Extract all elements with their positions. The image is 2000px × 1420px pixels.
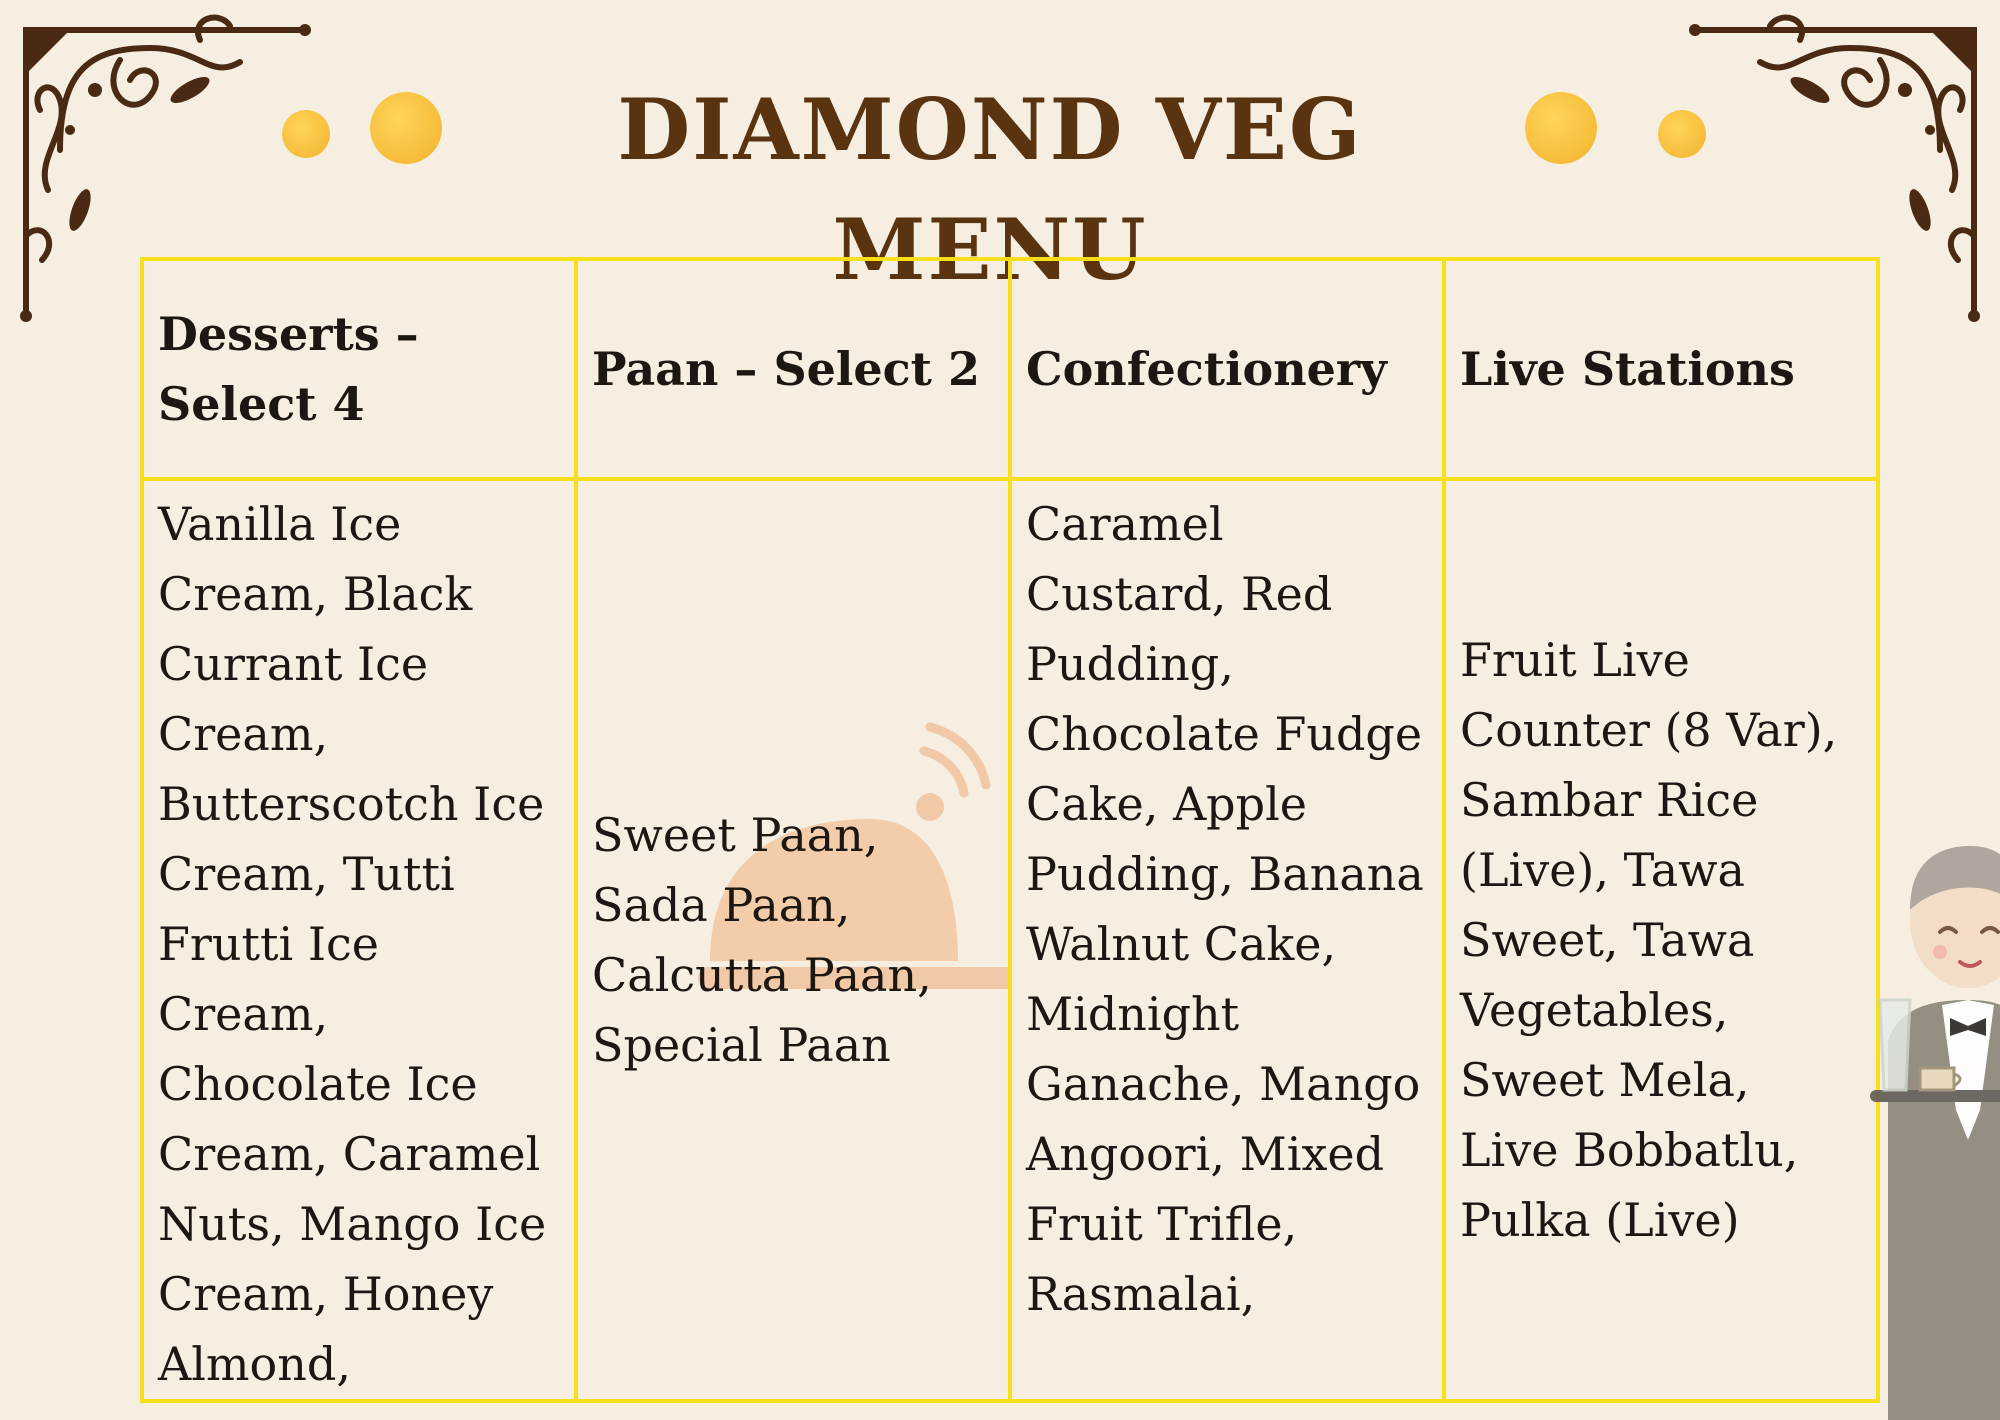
desserts-items: Vanilla Ice Cream, Black Currant Ice Cream, Butterscotch Ice Cream, Tutti Frutti Ice Cream, Chocolate Ice Cream, Caramel Nuts, Mango Ice Cream, Honey Almond, bbox=[158, 497, 547, 1391]
menu-table bbox=[140, 257, 1880, 1403]
title-row bbox=[0, 70, 2000, 299]
decor-dot-small-right bbox=[1658, 110, 1706, 158]
decor-dot-small-left bbox=[282, 110, 330, 158]
waiter-illustration bbox=[1870, 840, 2000, 1420]
paan-items: Sweet Paan, Sada Paan, Calcutta Paan, Special Paan bbox=[592, 808, 932, 1072]
live-stations-items: Fruit Live Counter (8 Var), Sambar Rice (Live), Tawa Sweet, Tawa Vegetables, Sweet Mela, Live Bobbatlu, Pulka (Live) bbox=[1460, 633, 1838, 1247]
confectionery-items: Caramel Custard, Red Pudding, Chocolate Fudge Cake, Apple Pudding, Banana Walnut Cake, Midnight Ganache, Mango Angoori, Mixed Fruit Trifle, Rasmalai, bbox=[1026, 497, 1424, 1321]
cell-paan bbox=[576, 479, 1010, 1401]
decor-dot-large-left bbox=[370, 92, 442, 164]
page-title: DIAMOND VEG MENU bbox=[617, 80, 1363, 299]
cell-confectionery bbox=[1010, 479, 1444, 1401]
header-desserts: Desserts – Select 4 bbox=[142, 259, 576, 479]
decor-dot-large-right bbox=[1525, 92, 1597, 164]
cell-live-stations bbox=[1444, 479, 1878, 1401]
header-confectionery: Confectionery bbox=[1010, 259, 1444, 479]
header-live-stations: Live Stations bbox=[1444, 259, 1878, 479]
header-paan: Paan – Select 2 bbox=[576, 259, 1010, 479]
cell-desserts bbox=[142, 479, 576, 1401]
items-row bbox=[142, 479, 1878, 1401]
header-row bbox=[142, 259, 1878, 479]
